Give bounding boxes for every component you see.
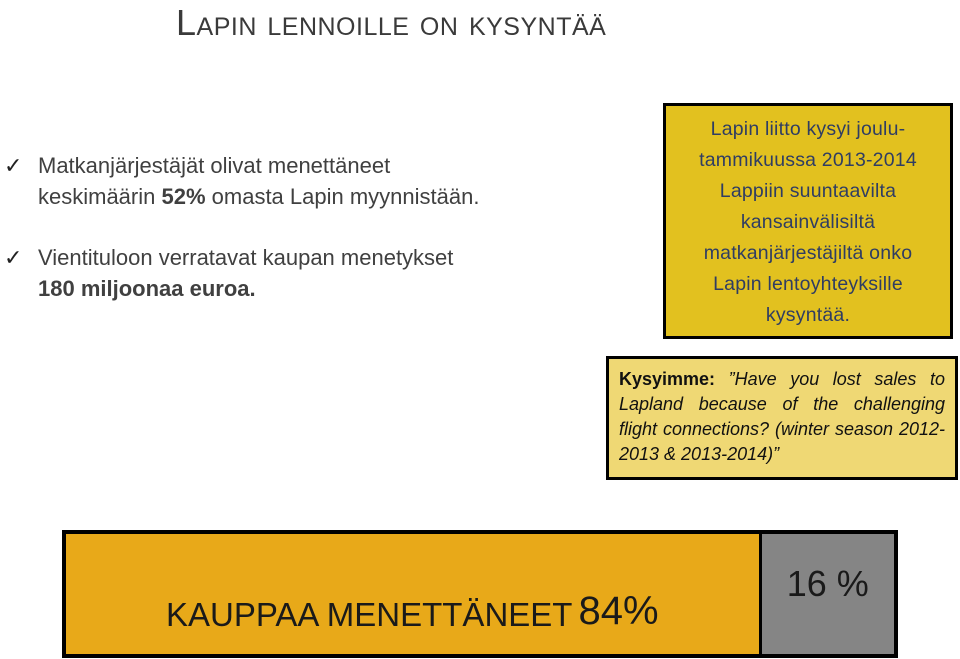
bullet-item-trade-loss: [0, 242, 490, 304]
bullet-highlight-1: 52%: [161, 184, 206, 209]
checkmark-icon: ✓: [4, 153, 23, 178]
bar-segment-lost-sales: [66, 534, 762, 654]
bullet-item-sales-loss: [0, 150, 490, 212]
survey-line: kansainvälisiltä: [740, 211, 876, 233]
bar-label-lost-sales: KAUPPAA MENETTÄNEET: [165, 596, 573, 633]
page-title: Lapin lennoille on kysyntää: [176, 2, 607, 43]
bar-value-lost-sales: 84%: [578, 589, 659, 633]
bullet-text-1: Matkanjärjestäjät olivat menettäneet keskimäärin: [38, 153, 391, 209]
survey-line: kysyntää.: [765, 304, 851, 326]
bullet-list: [0, 150, 490, 334]
survey-info-box: [663, 103, 953, 339]
bar-segment-other: [762, 534, 894, 654]
survey-line: Lappiin suuntaavilta: [719, 180, 897, 202]
survey-line: matkanjärjestäjiltä onko: [703, 242, 913, 264]
question-box: [606, 356, 958, 480]
checkmark-icon: ✓: [4, 245, 23, 270]
question-text: ”Have you lost sales to Lapland because of the challenging flight connections? (winter season 2012-2013 & 2013-2014)”: [619, 369, 945, 464]
question-lead: Kysyimme:: [619, 369, 716, 389]
bullet-highlight-2: 180 miljoonaa euroa.: [38, 276, 256, 301]
survey-line: tammikuussa 2013-2014: [699, 149, 917, 171]
survey-line: Lapin liitto kysyi joulu-: [710, 118, 906, 140]
share-bar: [62, 530, 898, 658]
survey-line: Lapin lentoyhteyksille: [713, 273, 903, 295]
bar-value-other: 16 %: [786, 563, 869, 604]
bullet-text-1-end: omasta Lapin myynnistään.: [205, 184, 480, 209]
bullet-text-2: Vientituloon verratavat kaupan menetykset: [38, 245, 454, 270]
